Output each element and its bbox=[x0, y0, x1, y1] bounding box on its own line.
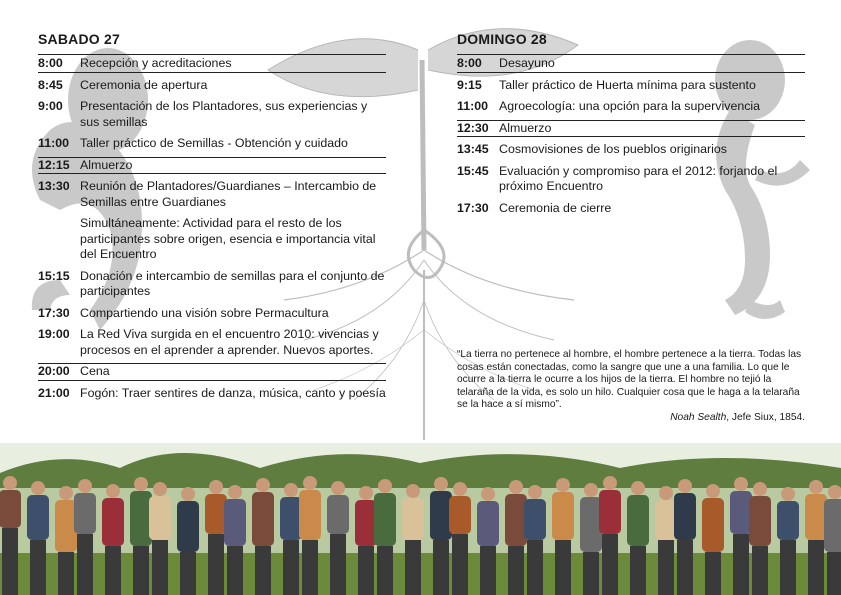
schedule-row bbox=[38, 269, 386, 300]
person-silhouette bbox=[777, 487, 799, 595]
person-silhouette bbox=[177, 487, 199, 595]
schedule-time: 20:00 bbox=[38, 364, 70, 378]
schedule-row bbox=[38, 363, 386, 381]
schedule-row bbox=[457, 201, 805, 217]
schedule-description: La Red Viva surgida en el encuentro 2010: vivencias y procesos en el aprender a aprender. Nuevos aportes. bbox=[80, 327, 379, 357]
schedule-description: Simultáneamente: Actividad para el resto de los participantes sobre origen, esencia e importancia vital del Encuentro bbox=[80, 216, 376, 261]
person-silhouette bbox=[327, 481, 349, 595]
person-silhouette bbox=[599, 476, 621, 595]
schedule-time: 15:15 bbox=[38, 268, 70, 283]
person-silhouette bbox=[627, 481, 649, 595]
schedule-time: 17:30 bbox=[457, 200, 489, 215]
schedule-time: 9:00 bbox=[38, 99, 63, 113]
person-silhouette bbox=[552, 478, 574, 595]
schedule-row bbox=[38, 99, 386, 130]
schedule-row bbox=[457, 78, 805, 94]
quote-text: “La tierra no pertenece al hombre, el hombre pertenece a la tierra. Todas las cosas están conectadas, como la sangre que une a una familia. Lo que le ocurre a la tierra le ocurre a los hijos de la tierra. El hombre no tejió la telaraña de la vida, es solo un hilo. Cualquier cosa que le haga a la telaraña se la hace a sí mismo”. bbox=[457, 349, 802, 411]
schedule-description: Taller práctico de Semillas - Obtención y cuidado bbox=[80, 136, 348, 150]
person-silhouette bbox=[674, 479, 696, 595]
schedule-row bbox=[38, 78, 386, 94]
schedule-row bbox=[38, 157, 386, 175]
person-silhouette bbox=[27, 481, 49, 595]
schedule-row bbox=[38, 136, 386, 152]
schedule-time: 19:00 bbox=[38, 327, 70, 341]
person-silhouette bbox=[102, 484, 124, 595]
schedule-description: Ceremonia de cierre bbox=[499, 200, 612, 215]
schedule-row bbox=[457, 164, 805, 195]
person-silhouette bbox=[55, 486, 77, 595]
schedule-time: 11:00 bbox=[38, 136, 70, 150]
schedule-time: 21:00 bbox=[38, 385, 70, 400]
day-title-saturday: SABADO 27 bbox=[38, 30, 386, 55]
schedule-description: Cena bbox=[80, 364, 110, 378]
schedule-time: 8:45 bbox=[38, 77, 63, 92]
schedule-time: 8:00 bbox=[38, 56, 63, 70]
quote-author: Noah Sealth bbox=[670, 411, 727, 423]
schedule-description: Taller práctico de Huerta mínima para sustento bbox=[499, 77, 756, 92]
schedule-description: Evaluación y compromiso para el 2012: forjando el próximo Encuentro bbox=[499, 163, 778, 193]
schedule-description: Agroecología: una opción para la supervivencia bbox=[499, 99, 761, 113]
person-silhouette bbox=[374, 479, 396, 595]
schedule-description: Cosmovisiones de los pueblos originarios bbox=[499, 142, 727, 156]
schedule-time: 17:30 bbox=[38, 305, 70, 320]
person-silhouette bbox=[130, 477, 152, 595]
person-silhouette bbox=[205, 480, 227, 595]
quote-role: , Jefe Siux, 1854. bbox=[726, 411, 805, 423]
schedule-row bbox=[38, 327, 386, 358]
schedule-row bbox=[457, 120, 805, 138]
person-silhouette bbox=[702, 484, 724, 595]
person-silhouette bbox=[280, 483, 302, 595]
schedule-time: 11:00 bbox=[457, 99, 489, 113]
person-silhouette bbox=[430, 477, 452, 595]
schedule-row bbox=[38, 306, 386, 322]
schedule-time: 15:45 bbox=[457, 163, 489, 178]
saturday-schedule bbox=[38, 30, 386, 401]
schedule-row bbox=[457, 56, 805, 73]
person-silhouette bbox=[524, 485, 546, 595]
person-silhouette bbox=[224, 485, 246, 595]
schedule-time: 9:15 bbox=[457, 77, 482, 92]
person-silhouette bbox=[74, 479, 96, 595]
schedule-row bbox=[38, 216, 386, 263]
person-silhouette bbox=[505, 480, 527, 595]
person-silhouette bbox=[402, 484, 424, 595]
person-silhouette bbox=[0, 476, 21, 595]
quote-attribution bbox=[457, 412, 805, 425]
person-silhouette bbox=[355, 486, 377, 595]
schedule-description: Reunión de Plantadores/Guardianes – Intercambio de Semillas entre Guardianes bbox=[80, 179, 377, 209]
schedule-time: 12:30 bbox=[457, 120, 489, 135]
schedule-description: Almuerzo bbox=[80, 157, 133, 172]
person-silhouette bbox=[655, 486, 677, 595]
schedule-row bbox=[457, 142, 805, 158]
person-silhouette bbox=[730, 477, 752, 595]
schedule-time: 13:30 bbox=[38, 179, 70, 193]
person-silhouette bbox=[449, 482, 471, 595]
schedule-time: 12:15 bbox=[38, 157, 70, 172]
schedule-description: Desayuno bbox=[499, 56, 555, 70]
schedule-description: Presentación de los Plantadores, sus experiencias y sus semillas bbox=[80, 99, 368, 129]
quote-block bbox=[457, 349, 805, 425]
schedule-row bbox=[38, 386, 386, 402]
day-title-sunday: DOMINGO 28 bbox=[457, 30, 805, 55]
schedule-description: Almuerzo bbox=[499, 120, 552, 135]
schedule-row bbox=[38, 56, 386, 73]
schedule-description: Donación e intercambio de semillas para el conjunto de participantes bbox=[80, 268, 385, 298]
person-silhouette bbox=[749, 482, 771, 595]
person-silhouette bbox=[149, 482, 171, 595]
schedule-description: Ceremonia de apertura bbox=[80, 77, 208, 92]
person-silhouette bbox=[580, 483, 602, 595]
schedule-time bbox=[38, 216, 80, 263]
schedule-description: Recepción y acreditaciones bbox=[80, 56, 232, 70]
schedule-row bbox=[38, 179, 386, 210]
schedule-time: 8:00 bbox=[457, 56, 482, 70]
schedule-description: Compartiendo una visión sobre Permacultura bbox=[80, 305, 329, 320]
group-photo bbox=[0, 443, 841, 595]
person-silhouette bbox=[477, 487, 499, 595]
person-silhouette bbox=[805, 480, 827, 595]
schedule-time: 13:45 bbox=[457, 142, 489, 156]
person-silhouette bbox=[252, 478, 274, 595]
schedule-row bbox=[457, 99, 805, 115]
schedule-description: Fogón: Traer sentires de danza, música, canto y poesía bbox=[80, 385, 386, 400]
sunday-schedule bbox=[457, 30, 805, 216]
person-silhouette bbox=[299, 476, 321, 595]
